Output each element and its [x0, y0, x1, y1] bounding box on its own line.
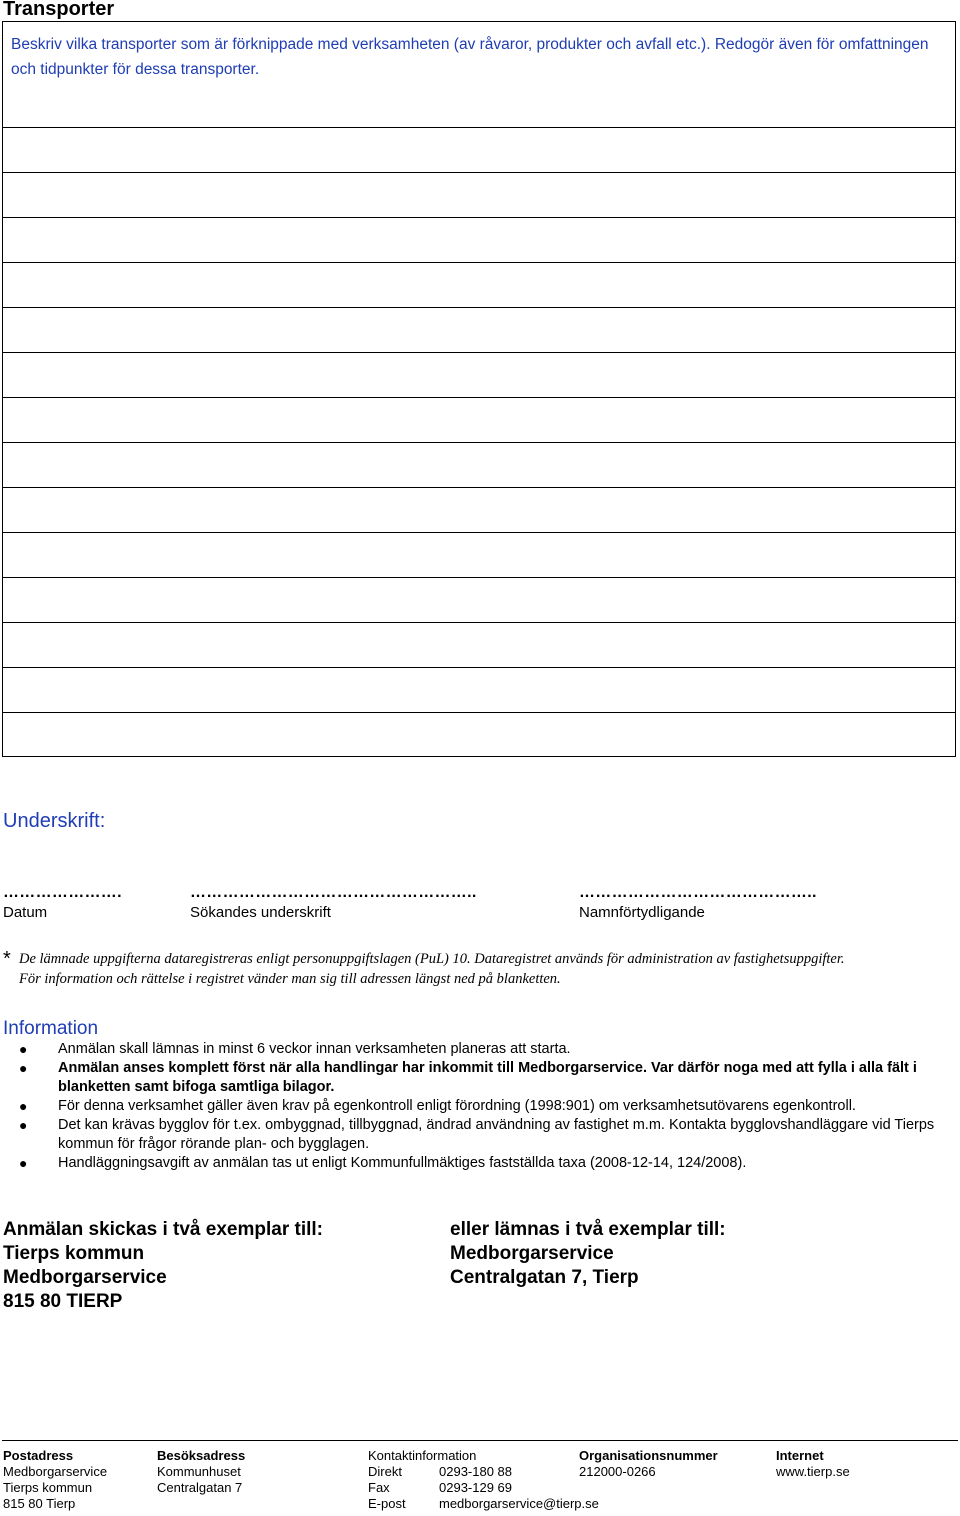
date-line[interactable]: ………………….: [3, 884, 122, 901]
name-clarification-line[interactable]: ……………………………………..: [579, 884, 817, 901]
writing-line: [3, 262, 955, 263]
website-link[interactable]: www.tierp.se: [776, 1464, 850, 1479]
info-text: Anmälan skall lämnas in minst 6 veckor innan verksamheten planeras att starta.: [58, 1041, 571, 1057]
info-text: Handläggningsavgift av anmälan tas ut enligt Kommunfullmäktiges fastställda taxa (2008-12-14, 124/2008).: [58, 1155, 747, 1171]
footer-internet: [776, 1448, 850, 1480]
list-item: [0, 1154, 955, 1173]
drop-off-line: Centralgatan 7, Tierp: [450, 1267, 639, 1288]
footer-kontakt-values: [439, 1464, 599, 1512]
writing-line: [3, 532, 955, 533]
drop-off-address-block: [450, 1218, 726, 1290]
footer-heading: Besöksadress: [157, 1448, 246, 1463]
bullet-icon: ●: [19, 1098, 28, 1114]
info-text: För denna verksamhet gäller även krav på egenkontroll enligt förordning (1998:901) om verksamhetsutövarens egenkontroll.: [58, 1098, 856, 1114]
footnote-asterisk: *: [3, 948, 11, 970]
writing-line: [3, 352, 955, 353]
information-heading: Information: [3, 1018, 99, 1039]
writing-line: [3, 397, 955, 398]
signature-label: Sökandes underskrift: [190, 904, 331, 921]
information-list: [0, 1040, 955, 1173]
footer-line: Fax: [368, 1480, 390, 1495]
footer-line: 0293-180 88: [439, 1464, 513, 1479]
writing-line: [3, 487, 955, 488]
info-text: Anmälan anses komplett först när alla handlingar har inkommit till Medborgarservice. Var därför noga med att fylla i alla fält i blanketten samt bifoga samtliga bilagor.: [58, 1060, 917, 1095]
footer-line: Centralgatan 7: [157, 1480, 243, 1495]
writing-line: [3, 712, 955, 713]
footer-besoksadress: [157, 1448, 245, 1496]
footer-divider: [2, 1440, 958, 1441]
list-item: [0, 1116, 955, 1154]
mail-line: Medborgarservice: [3, 1267, 167, 1288]
footer-postadress: [3, 1448, 107, 1512]
writing-line: [3, 577, 955, 578]
date-label: Datum: [3, 904, 48, 921]
writing-line: [3, 307, 955, 308]
signature-heading: Underskrift:: [3, 810, 106, 832]
drop-off-heading: eller lämnas i två exemplar till:: [450, 1219, 726, 1240]
footer-orgnr: [579, 1448, 718, 1480]
mail-line: 815 80 TIERP: [3, 1291, 123, 1312]
drop-off-line: Medborgarservice: [450, 1243, 614, 1264]
bullet-icon: ●: [19, 1155, 28, 1171]
footer-line: 0293-129 69: [439, 1480, 513, 1495]
bullet-icon: ●: [19, 1060, 28, 1076]
email-link[interactable]: medborgarservice@tierp.se: [439, 1496, 599, 1511]
mail-line: Tierps kommun: [3, 1243, 145, 1264]
footer-heading: Organisationsnummer: [579, 1448, 718, 1463]
transport-description-field[interactable]: [2, 21, 956, 757]
writing-line: [3, 217, 955, 218]
footer-line: E-post: [368, 1496, 406, 1511]
footer-line: 815 80 Tierp: [3, 1496, 76, 1511]
bullet-icon: ●: [19, 1041, 28, 1057]
list-item: [0, 1059, 955, 1097]
list-item: [0, 1040, 955, 1059]
writing-line: [3, 442, 955, 443]
writing-line: [3, 667, 955, 668]
name-clarification-label: Namnförtydligande: [579, 904, 705, 921]
list-item: [0, 1097, 955, 1116]
mail-address-block: [3, 1218, 323, 1314]
footer-line: Tierps kommun: [3, 1480, 93, 1495]
signature-line[interactable]: ……………………………………………..: [190, 884, 477, 901]
footnote-line: För information och rättelse i registret vänder man sig till adressen längst ned på blanketten.: [19, 971, 561, 987]
section-title: Transporter: [3, 0, 115, 20]
footnote-line: De lämnade uppgifterna dataregistreras enligt personuppgiftslagen (PuL) 10. Dataregistret används för administration av fastighetsuppgifter.: [19, 951, 845, 967]
mail-heading: Anmälan skickas i två exemplar till:: [3, 1219, 323, 1240]
transport-instruction: Beskriv vilka transporter som är förknippade med verksamheten (av råvaror, produkter och avfall etc.). Redogör även för omfattningen och tidpunkter för dessa transporter.: [11, 36, 929, 78]
writing-line: [3, 127, 955, 128]
bullet-icon: ●: [19, 1117, 28, 1133]
writing-line: [3, 172, 955, 173]
footer-line: Direkt: [368, 1464, 402, 1479]
info-text: Det kan krävas bygglov för t.ex. ombyggnad, tillbyggnad, ändrad användning av fastighet m.m. Kontakta bygglovshandläggare vid Tierps kommun för frågor rörande plan- och bygglagen.: [58, 1117, 935, 1152]
footer-line: Medborgarservice: [3, 1464, 108, 1479]
footer-line: 212000-0266: [579, 1464, 656, 1479]
footer-heading: Internet: [776, 1448, 824, 1463]
footer-line: Kommunhuset: [157, 1464, 241, 1479]
footer-heading: Kontaktinformation: [368, 1448, 477, 1463]
writing-line: [3, 622, 955, 623]
footer-heading: Postadress: [3, 1448, 74, 1463]
